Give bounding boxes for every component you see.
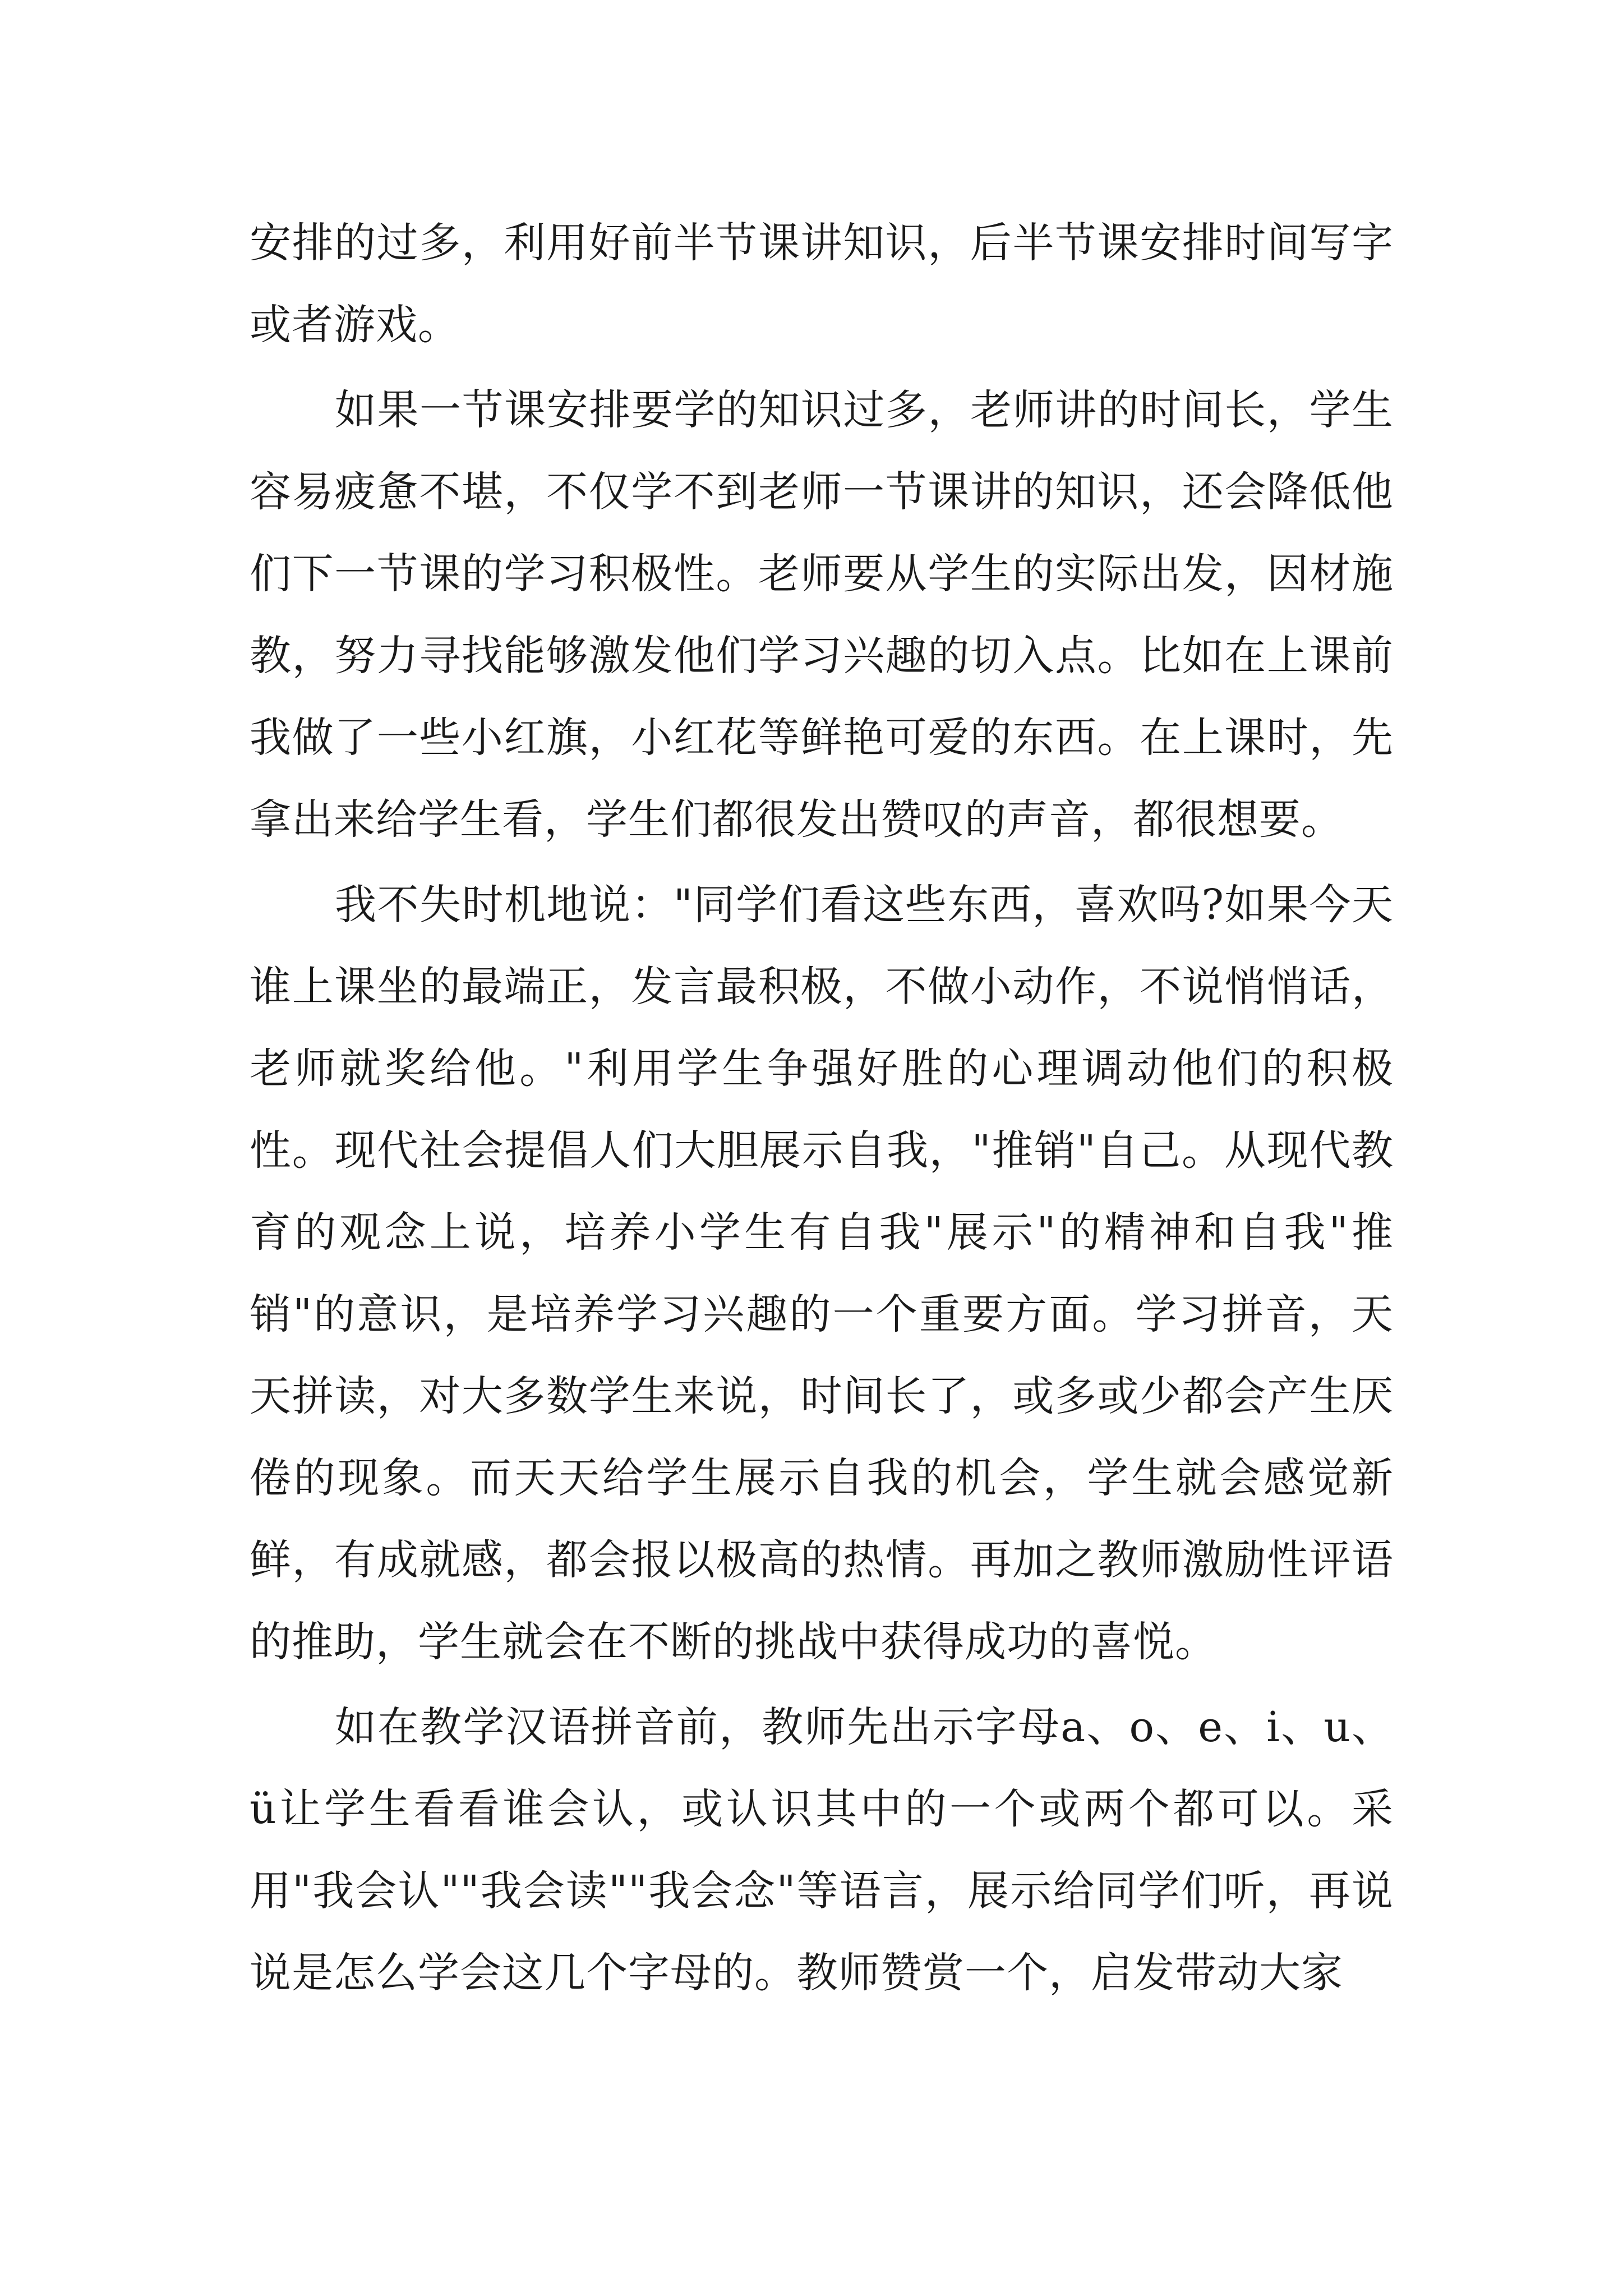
paragraph-1: 安排的过多，利用好前半节课讲知识，后半节课安排时间写字或者游戏。 <box>250 219 1394 349</box>
paragraph-2: 如果一节课安排要学的知识过多，老师讲的时间长，学生容易疲惫不堪，不仅学不到老师一节课讲的知识，还会降低他们下一节课的学习积极性。老师要从学生的实际出发，因材施教，努力寻找能够激发他们学习兴趣的切入点。比如在上课前我做了一些小红旗，小红花等鲜艳可爱的东西。在上课时，先拿出来给学生看，学生们都很发出赞叹的声音，都很想要。 <box>250 386 1394 844</box>
paragraph-3: 我不失时机地说："同学们看这些东西，喜欢吗?如果今天谁上课坐的最端正，发言最积极，不做小动作，不说悄悄话，老师就奖给他。"利用学生争强好胜的心理调动他们的积极性。现代社会提倡人们大胆展示自我，"推销"自己。从现代教育的观念上说，培养小学生有自我"展示"的精神和自我"推销"的意识，是培养学习兴趣的一个重要方面。学习拼音，天天拼读，对大多数学生来说，时间长了，或多或少都会产生厌倦的现象。而天天给学生展示自我的机会，学生就会感觉新鲜，有成就感，都会报以极高的热情。再加之教师激励性评语的推助，学生就会在不断的挑战中获得成功的喜悦。 <box>250 881 1394 1666</box>
paragraph-4: 如在教学汉语拼音前，教师先出示字母a、o、e、i、u、ü让学生看看谁会认，或认识其中的一个或两个都可以。采用"我会认""我会读""我会念"等语言，展示给同学们听，再说说是怎么学会这几个字母的。教师赞赏一个，启发带动大家 <box>250 1703 1394 1997</box>
document-body <box>250 202 1394 2017</box>
